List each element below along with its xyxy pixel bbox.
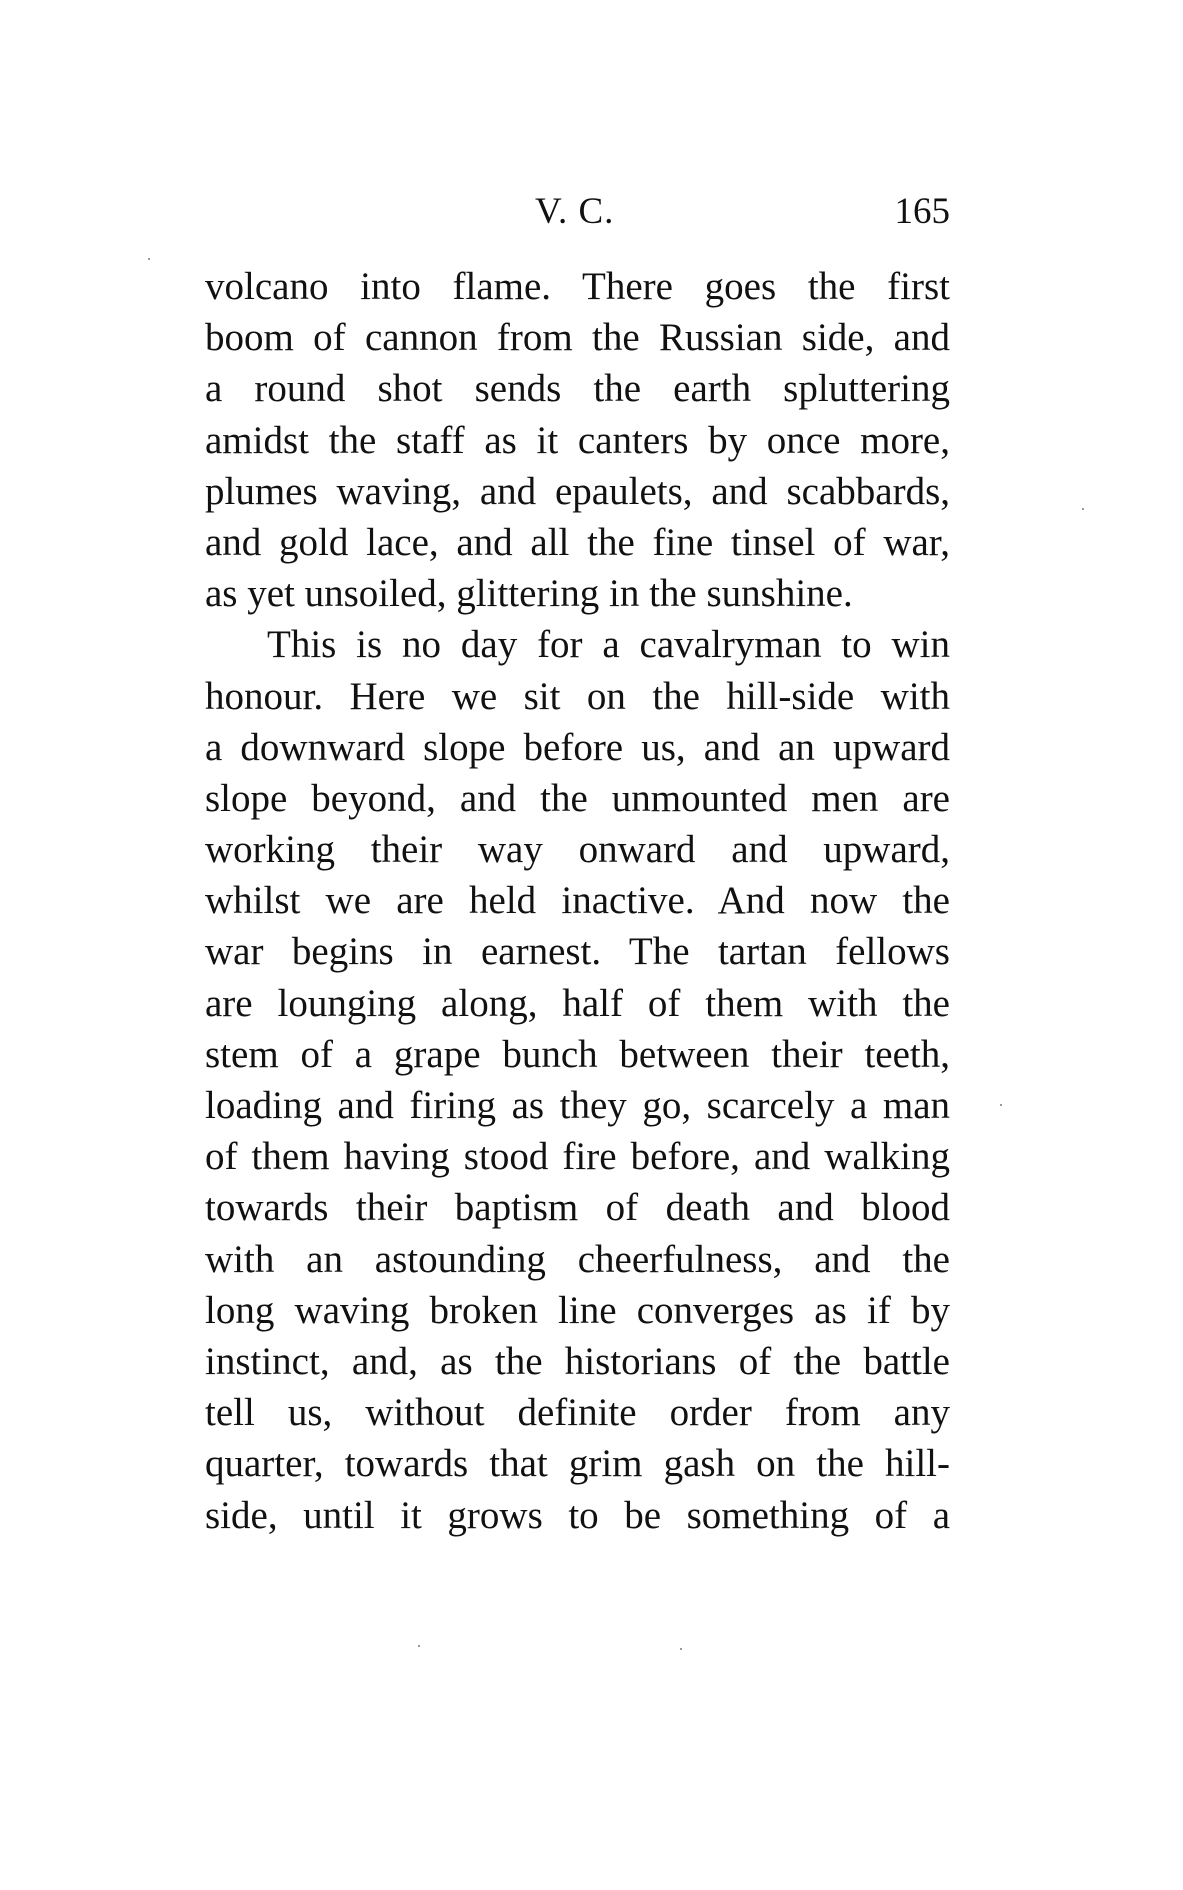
text-line: honour. Here we sit on the hill-side with <box>205 674 950 718</box>
text-line: boom of cannon from the Russian side, and <box>205 316 950 360</box>
text-line: as yet unsoiled, glittering in the sunshine. <box>205 572 853 616</box>
text-line: tell us, without definite order from any <box>205 1391 950 1435</box>
text-line: quarter, towards that grim gash on the hill- <box>205 1442 950 1486</box>
text-line: and gold lace, and all the fine tinsel of war, <box>205 520 950 564</box>
text-line: whilst we are held inactive. And now the <box>205 879 950 923</box>
text-line: war begins in earnest. The tartan fellows <box>205 930 950 974</box>
scan-speck <box>418 1645 420 1647</box>
scan-speck <box>148 258 150 260</box>
text-line: towards their baptism of death and blood <box>205 1186 950 1230</box>
scan-speck <box>1082 508 1084 510</box>
scan-speck <box>680 1648 682 1650</box>
running-head <box>205 190 950 240</box>
text-line: a downward slope before us, and an upward <box>205 725 950 769</box>
scan-speck <box>1000 1104 1002 1106</box>
text-line: with an astounding cheerfulness, and the <box>205 1237 950 1281</box>
text-line: instinct, and, as the historians of the battle <box>205 1339 950 1383</box>
text-line: side, until it grows to be something of a <box>205 1493 950 1537</box>
text-line: working their way onward and upward, <box>205 828 950 872</box>
text-line: a round shot sends the earth spluttering <box>205 367 950 411</box>
page-number: 165 <box>894 191 950 232</box>
text-line: of them having stood fire before, and walking <box>205 1135 950 1179</box>
text-line: stem of a grape bunch between their teeth, <box>205 1032 950 1076</box>
text-line: amidst the staff as it canters by once more, <box>205 418 950 462</box>
text-line: slope beyond, and the unmounted men are <box>205 776 950 820</box>
text-line: volcano into flame. There goes the first <box>205 265 950 308</box>
running-title: V. C. <box>535 191 615 232</box>
text-line: loading and firing as they go, scarcely a man <box>205 1084 950 1127</box>
text-line: This is no day for a cavalryman to win <box>267 623 950 667</box>
body-text <box>205 261 950 1541</box>
text-line: long waving broken line converges as if by <box>205 1288 950 1332</box>
text-line: are lounging along, half of them with the <box>205 981 950 1025</box>
text-line: plumes waving, and epaulets, and scabbards, <box>205 469 950 513</box>
